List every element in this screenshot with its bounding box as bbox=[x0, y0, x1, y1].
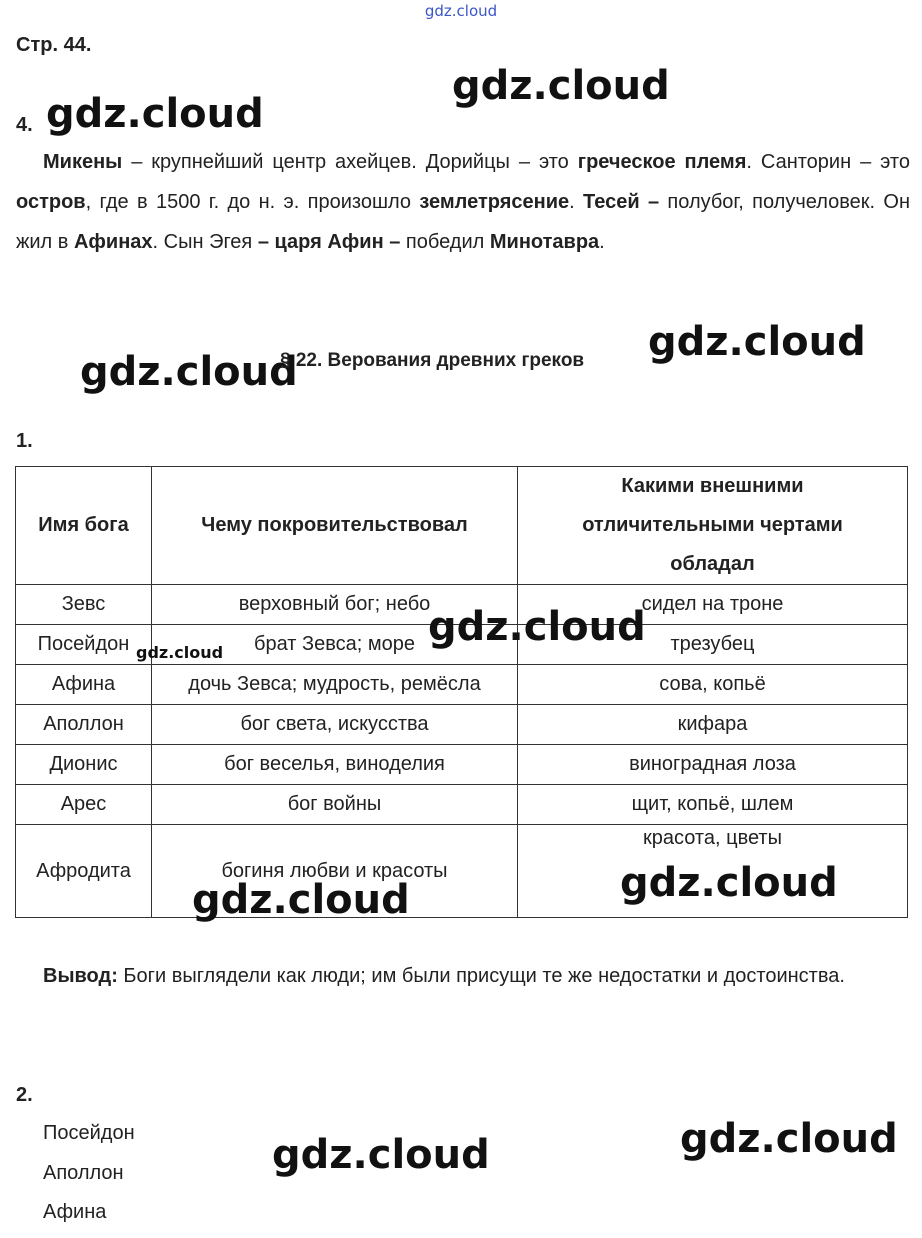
task-1-number: 1. bbox=[16, 430, 33, 452]
bold-term: Минотавра bbox=[489, 231, 600, 253]
watermark-small: gdz.cloud bbox=[136, 643, 224, 662]
table-cell: сова, копьё bbox=[518, 665, 908, 705]
watermark: gdz.cloud bbox=[428, 604, 646, 650]
table-cell: Арес bbox=[16, 785, 152, 825]
bold-term: – царя Афин – bbox=[257, 231, 401, 253]
table-cell: виноградная лоза bbox=[518, 745, 908, 785]
watermark: gdz.cloud bbox=[648, 319, 866, 365]
watermark: gdz.cloud bbox=[620, 860, 838, 906]
table-header-cell: Какими внешними отличительными чертами обладал bbox=[518, 467, 908, 585]
bold-term: Афинах bbox=[73, 231, 153, 253]
table-cell: щит, копьё, шлем bbox=[518, 785, 908, 825]
watermark-top: gdz.cloud bbox=[424, 2, 498, 20]
table-cell: бог веселья, виноделия bbox=[152, 745, 518, 785]
table-cell: кифара bbox=[518, 705, 908, 745]
watermark: gdz.cloud bbox=[192, 877, 410, 923]
table-cell: бог войны bbox=[152, 785, 518, 825]
page-number: Стр. 44. bbox=[16, 34, 92, 56]
task-4-paragraph: Микены – крупнейший центр ахейцев. Дорийцы – это греческое племя. Санторин – это остров, где в 1500 г. до н. э. произошло землетрясение. Тесей – полубог, получеловек. Он жил в Афинах. Сын Эгея – царя Афин – победил Минотавра. bbox=[16, 151, 910, 253]
table-row bbox=[16, 745, 908, 785]
bold-term: остров bbox=[16, 191, 86, 213]
table-cell: трезубец bbox=[518, 625, 908, 665]
task-2-number: 2. bbox=[16, 1084, 33, 1106]
list-item: Посейдон bbox=[43, 1122, 135, 1144]
watermark: gdz.cloud bbox=[452, 63, 670, 109]
table-cell: верховный бог; небо bbox=[152, 585, 518, 625]
watermark: gdz.cloud bbox=[680, 1116, 898, 1162]
table-cell: богиня любви и красоты bbox=[152, 825, 518, 918]
table-cell: бог света, искусства bbox=[152, 705, 518, 745]
table-header-row bbox=[16, 467, 908, 585]
table-cell: Посейдон bbox=[16, 625, 152, 665]
bold-term: Микены bbox=[43, 151, 123, 173]
watermark: gdz.cloud bbox=[46, 91, 264, 137]
table-header-cell: Имя бога bbox=[16, 467, 152, 585]
table-header-cell: Чему покровительствовал bbox=[152, 467, 518, 585]
list-item: Аполлон bbox=[43, 1161, 124, 1184]
task-4-number: 4. bbox=[16, 114, 33, 136]
table-cell: Зевс bbox=[16, 585, 152, 625]
list-item: Афина bbox=[43, 1201, 107, 1223]
table-cell: дочь Зевса; мудрость, ремёсла bbox=[152, 665, 518, 705]
table-row bbox=[16, 705, 908, 745]
table-cell: Дионис bbox=[16, 745, 152, 785]
bold-term: Тесей – bbox=[583, 191, 660, 213]
table-cell: Аполлон bbox=[16, 705, 152, 745]
watermark: gdz.cloud bbox=[80, 349, 298, 395]
bold-term: землетрясение bbox=[419, 191, 570, 213]
bold-term: греческое племя bbox=[577, 151, 747, 173]
watermark: gdz.cloud bbox=[272, 1132, 490, 1178]
task-2-list bbox=[43, 1114, 135, 1233]
section-title: § 22. Верования древних греков bbox=[280, 350, 585, 371]
table-cell: брат Зевса; море bbox=[152, 625, 518, 665]
table-cell: красота, цветы bbox=[518, 825, 908, 918]
table-cell: Афина bbox=[16, 665, 152, 705]
table-row bbox=[16, 665, 908, 705]
gods-table bbox=[15, 466, 908, 923]
table-row bbox=[16, 785, 908, 825]
table-cell: Афродита bbox=[16, 825, 152, 918]
conclusion-label: Вывод: bbox=[43, 965, 118, 987]
conclusion bbox=[16, 956, 910, 996]
table-cell: сидел на троне bbox=[518, 585, 908, 625]
conclusion-text: Боги выглядели как люди; им были присущи те же недостатки и достоинства. bbox=[117, 965, 845, 987]
